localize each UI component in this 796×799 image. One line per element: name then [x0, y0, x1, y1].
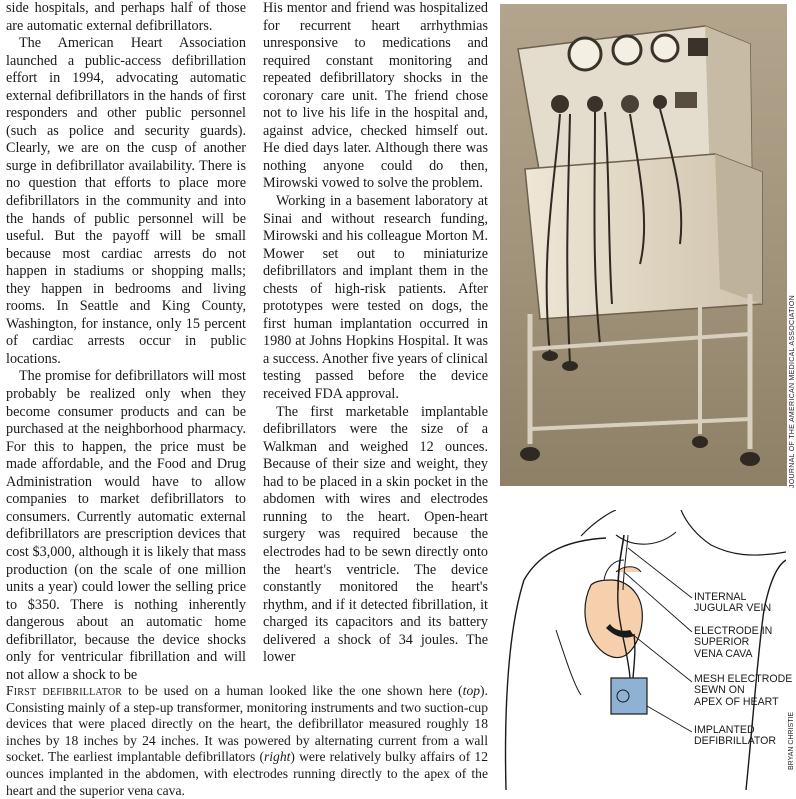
label-mesh-electrode: MESH ELECTRODE SEWN ON APEX OF HEART — [694, 673, 793, 708]
paragraph: The American Heart Association launched a public-access defibrillation effort in 1994, advocating automatic external defibrillators in the hands of first responders and other public personnel (such as police and security guards). Clearly, we are on the cusp of another surge in defibrillator availability. There is no question that efforts to place more defibrillators in the community and into the hands of public personnel will be useful. But the payoff will be small because most cardiac arrests do not happen in stadiums or shopping malls; they happen in bedrooms and living rooms. In Seattle and King County, Washington, for instance, only 15 percent of cardiac arrests occur in public locations. — [6, 35, 246, 367]
first-defibrillator-photo — [500, 4, 787, 486]
label-jugular-vein: INTERNAL JUGULAR VEIN — [694, 591, 772, 615]
paragraph: The first marketable implantable defibrillators were the size of a Walkman and weighed 12 ounces. Because of their size and weight, they had to be placed in a skin pocket in the abdomen with wires and electrodes running to the heart. Open-heart surgery was required because the electrodes had to be sewn directly onto the heart's ventricle. The device constantly monitored the heart's rhythm, and if it detected fibrillation, it charged its capacitors and its battery delivered a shock of 34 joules. The lower — [263, 403, 488, 666]
photo-credit: JOURNAL OF THE AMERICAN MEDICAL ASSOCIATION — [789, 295, 796, 488]
paragraph: side hospitals, and perhaps half of those are automatic external defibrillators. — [6, 0, 246, 34]
paragraph: Working in a basement laboratory at Sinai and without research funding, Mirowski and his colleague Morton M. Mower set out to miniaturize defibrillators and implant them in the chests of high-risk patients. After prototypes were tested on dogs, the first human implantation occurred in 1980 at Johns Hopkins Hospital. It was a success. Another five years of clinical testing passed before the device received FDA approval. — [263, 193, 488, 403]
figure-caption: First defibrillator to be used on a human looked like the one shown here (top). Consisting mainly of a step-up transformer, monitoring instruments and two suction-cup devices that were placed directly on the heart, the defibrillator measured roughly 18 inches by 18 inches by 24 inches. It was powered by alternating current from a wall socket. The earliest implantable defibrillators (right) were relatively bulky affairs of 12 ounces implanted in the abdomen, with electrodes running directly to the apex of the heart and the superior vena cava. — [6, 683, 488, 798]
label-electrode-svc: ELECTRODE IN SUPERIOR VENA CAVA — [694, 625, 773, 660]
text-column-middle — [263, 0, 488, 667]
paragraph: His mentor and friend was hospitalized for recurrent heart arrhythmias unresponsive to medications and required constant monitoring and repeated defibrillatory shocks in the coronary care unit. The friend chose not to live his life in the hospital and, against advice, checked himself out. He died days later. Although there was nothing anyone could do then, Mirowski vowed to solve the problem. — [263, 0, 488, 192]
caption-lead: First defibrillator — [6, 683, 123, 698]
paragraph: The promise for defibrillators will most probably be realized only when they become consumer products and can be purchased at the neighborhood pharmacy. For this to happen, the price must be made affordable, and the Food and Drug Administration would have to allow companies to market defibrillators to consumers. Currently automatic external defibrillators are prescription devices that cost $3,000, although it is likely that mass production (on the scale of one million units a year) could lower the selling price to $350. There is nothing inherently dangerous about an automatic home defibrillator, because the device shocks only for ventricular fibrillation and will not allow a shock to be — [6, 368, 246, 683]
heart-shape — [585, 580, 642, 658]
diagram-credit: BRYAN CHRISTIE — [788, 711, 795, 770]
text-column-left — [6, 0, 246, 684]
label-implanted-defibrillator: IMPLANTED DEFIBRILLATOR — [694, 724, 777, 748]
defibrillator-cart-illustration — [500, 4, 787, 486]
